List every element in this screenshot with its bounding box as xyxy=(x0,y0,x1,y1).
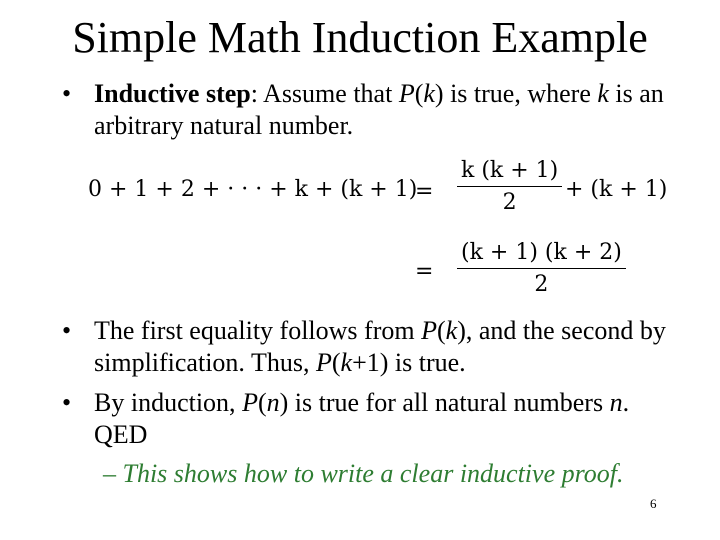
slide-title: Simple Math Induction Example xyxy=(72,13,648,62)
fraction-2-numerator: (k + 1) (k + 2) xyxy=(457,240,626,269)
text-run: n xyxy=(266,388,280,417)
text-run: P xyxy=(398,79,415,108)
sub-bullet-clear-proof xyxy=(103,458,683,490)
dash-marker: – xyxy=(103,459,116,488)
text-run: ( xyxy=(331,348,341,377)
equals-sign-1: = xyxy=(415,179,434,204)
text-run: +1) is true. xyxy=(352,348,466,377)
page-number: 6 xyxy=(650,496,657,511)
fraction-1 xyxy=(457,158,562,215)
text-run: k xyxy=(423,79,435,108)
fraction-2 xyxy=(457,240,626,297)
text-run: ), and the second by simplification. Thus, xyxy=(94,316,666,377)
bullet-dot: • xyxy=(62,388,72,417)
text-run: The first equality follows from xyxy=(94,316,422,345)
equation-lhs: 0 + 1 + 2 + · · · + k + (k + 1) xyxy=(88,177,418,202)
text-run: is an arbitrary natural number. xyxy=(94,79,664,140)
text-run: . QED xyxy=(94,388,630,449)
text-run: ( xyxy=(414,79,424,108)
bullet-inductive-step xyxy=(62,78,682,142)
text-run: : Assume that xyxy=(250,79,399,108)
text-run: ) is true for all natural numbers xyxy=(279,388,610,417)
equals-sign-2: = xyxy=(415,259,434,284)
text-run: P xyxy=(421,316,437,345)
bullet-by-induction xyxy=(62,387,682,451)
text-run: P xyxy=(242,388,258,417)
text-run: P xyxy=(315,348,332,377)
text-run: ( xyxy=(437,316,446,345)
inductive-step-label: Inductive step xyxy=(94,79,251,108)
bullet-dot: • xyxy=(62,79,72,108)
equation-rhs-tail: + (k + 1) xyxy=(565,177,668,202)
bullet-text xyxy=(94,78,682,142)
text-run: k xyxy=(597,79,609,108)
text-run: By induction, xyxy=(94,388,243,417)
text-run: k xyxy=(445,316,458,345)
fraction-2-denominator: 2 xyxy=(534,272,549,297)
fraction-1-denominator: 2 xyxy=(502,190,517,215)
text-run: k xyxy=(340,348,353,377)
text-run: n xyxy=(609,388,623,417)
text-run: ) is true, where xyxy=(434,79,598,108)
bullet-text xyxy=(94,315,682,379)
sub-bullet-text: This shows how to write a clear inductive proof. xyxy=(122,459,624,488)
bullet-text xyxy=(94,387,682,451)
fraction-1-numerator: k (k + 1) xyxy=(457,158,562,187)
text-run: ( xyxy=(257,388,267,417)
bullet-dot: • xyxy=(62,316,72,345)
bullet-first-equality xyxy=(62,315,682,379)
